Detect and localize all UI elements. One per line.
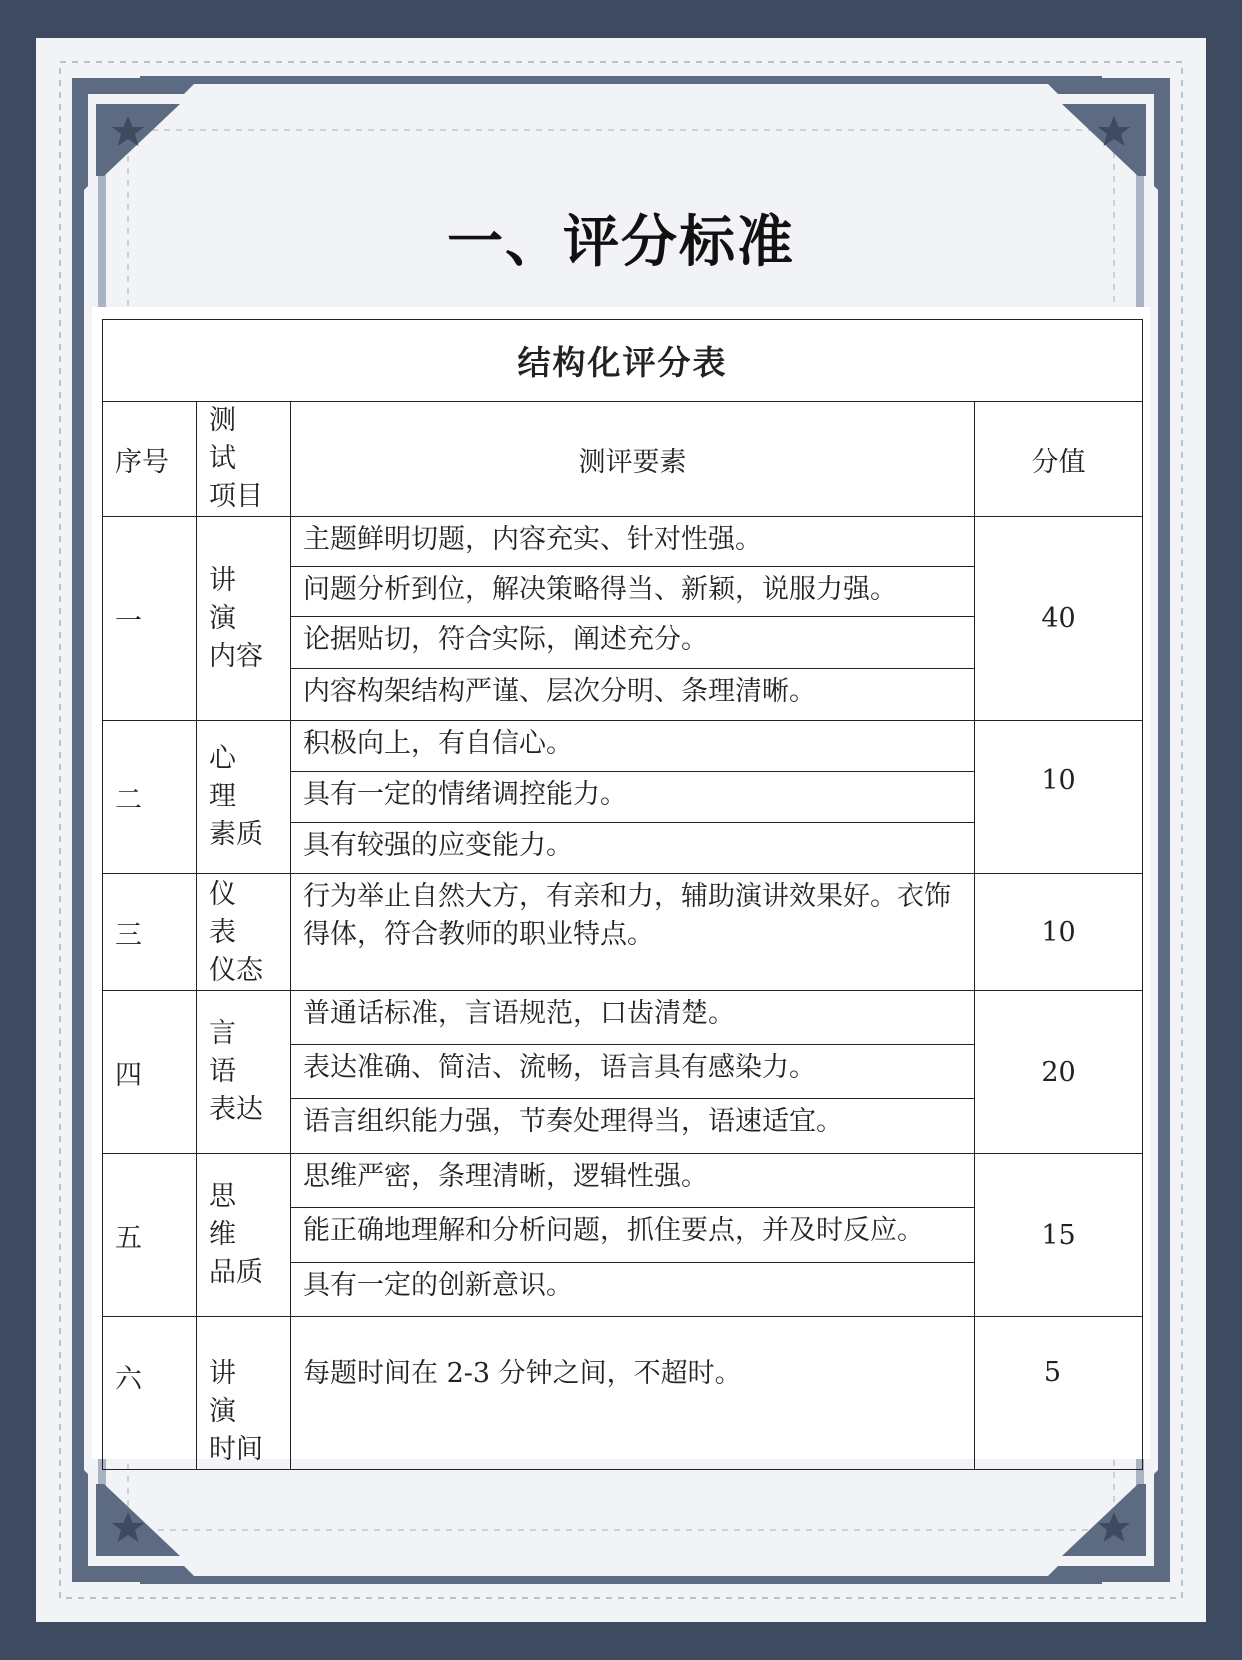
row-element: 每题时间在 2-3 分钟之间，不超时。: [291, 1317, 975, 1470]
row-seq: 三: [103, 874, 197, 991]
table-row: [103, 721, 1143, 772]
row-score: 10: [975, 721, 1143, 874]
row-score: 15: [975, 1154, 1143, 1317]
row-seq: 二: [103, 721, 197, 874]
row-seq: 五: [103, 1154, 197, 1317]
row-element: 积极向上，有自信心。: [291, 721, 975, 772]
table-row: [103, 1154, 1143, 1208]
table-caption: 结构化评分表: [103, 320, 1143, 402]
row-element: 内容构架结构严谨、层次分明、条理清晰。: [291, 669, 975, 721]
scoring-table: [102, 319, 1143, 1470]
row-element: 具有一定的情绪调控能力。: [291, 772, 975, 823]
row-score: 20: [975, 991, 1143, 1154]
table-row: [103, 991, 1143, 1045]
page-title: 一、评分标准: [447, 209, 795, 275]
row-element: 表达准确、简洁、流畅，语言具有感染力。: [291, 1045, 975, 1099]
row-element: 语言组织能力强，节奏处理得当，语速适宜。: [291, 1099, 975, 1154]
row-item: 言 语 表达: [197, 991, 291, 1154]
table-row: [103, 1317, 1143, 1470]
header-seq: 序号: [103, 402, 197, 517]
row-element: 具有较强的应变能力。: [291, 823, 975, 874]
row-item: 讲 演 内容: [197, 517, 291, 721]
row-element: 能正确地理解和分析问题，抓住要点，并及时反应。: [291, 1208, 975, 1263]
row-element: 问题分析到位，解决策略得当、新颖，说服力强。: [291, 567, 975, 617]
table-header-row: [103, 402, 1143, 517]
row-item: 仪 表 仪态: [197, 874, 291, 991]
table-row: [103, 874, 1143, 991]
row-item: 心 理 素质: [197, 721, 291, 874]
table-row: [103, 517, 1143, 567]
row-score: 5: [975, 1317, 1143, 1470]
row-score: 40: [975, 517, 1143, 721]
row-seq: 一: [103, 517, 197, 721]
row-element: 思维严密，条理清晰，逻辑性强。: [291, 1154, 975, 1208]
row-item: 思 维 品质: [197, 1154, 291, 1317]
row-element: 主题鲜明切题，内容充实、针对性强。: [291, 517, 975, 567]
row-score: 10: [975, 874, 1143, 991]
row-seq: 四: [103, 991, 197, 1154]
row-element: 论据贴切，符合实际，阐述充分。: [291, 617, 975, 669]
header-elements: 测评要素: [291, 402, 975, 517]
row-item: 讲 演 时间: [197, 1317, 291, 1470]
scoring-table-container: [92, 307, 1150, 1465]
row-element: 行为举止自然大方，有亲和力，辅助演讲效果好。衣饰得体，符合教师的职业特点。: [291, 874, 975, 991]
header-score: 分值: [975, 402, 1143, 517]
row-element: 普通话标准，言语规范，口齿清楚。: [291, 991, 975, 1045]
row-seq: 六: [103, 1317, 197, 1470]
row-element: 具有一定的创新意识。: [291, 1263, 975, 1317]
header-item: 测 试 项目: [197, 402, 291, 517]
